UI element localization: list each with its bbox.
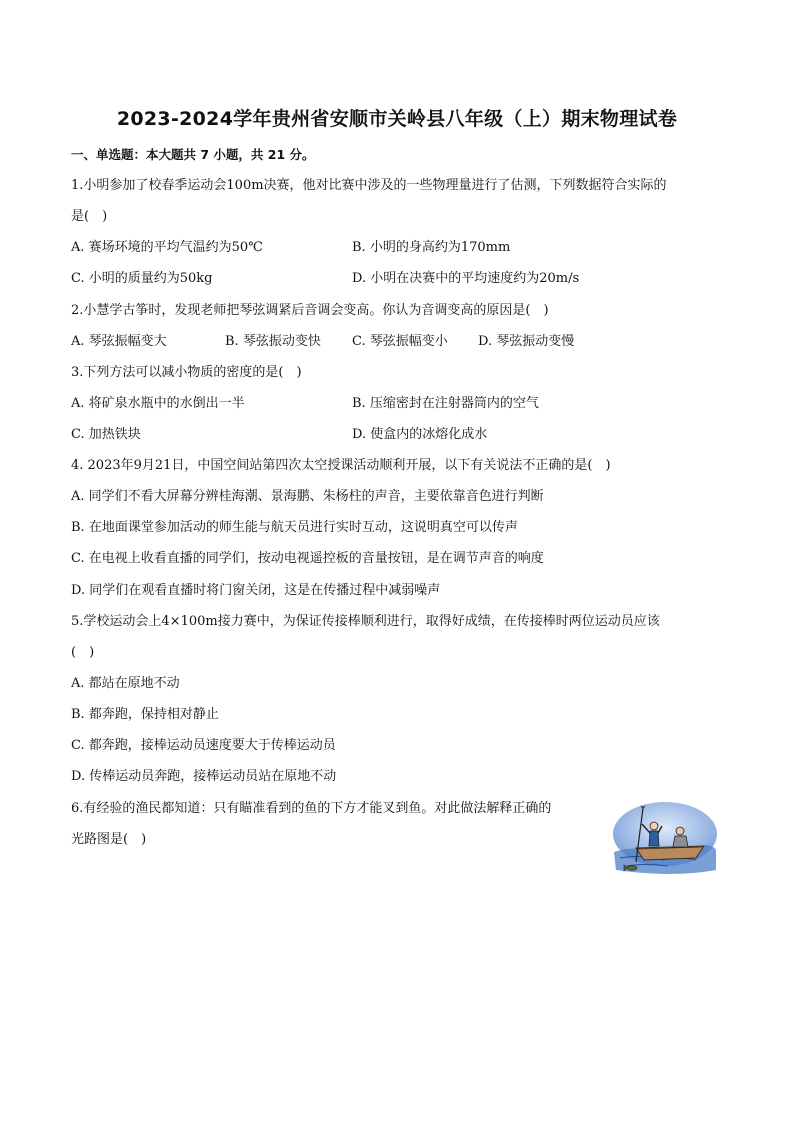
question-3-option-a: A. 将矿泉水瓶中的水倒出一半	[71, 396, 245, 411]
question-6-stem-line1: 6.有经验的渔民都知道：只有瞄准看到的鱼的下方才能叉到鱼。对此做法解释正确的	[71, 801, 552, 816]
question-1-option-d: D. 小明在决赛中的平均速度约为20m/s	[352, 271, 580, 286]
question-1-stem-line2: 是( )	[71, 209, 108, 224]
question-3-option-b: B. 压缩密封在注射器筒内的空气	[352, 396, 539, 411]
question-2-option-b: B. 琴弦振动变快	[225, 334, 321, 349]
question-1-stem-line1: 1.小明参加了校春季运动会100m决赛，他对比赛中涉及的一些物理量进行了估测，下列数据符合实际的	[71, 178, 667, 193]
question-2-option-d: D. 琴弦振动变慢	[478, 334, 575, 349]
question-2-option-a: A. 琴弦振幅变大	[71, 334, 167, 349]
section-heading: 一、单选题：本大题共 7 小题，共 21 分。	[71, 147, 315, 162]
question-5-stem-line1: 5.学校运动会上4×100m接力赛中，为保证传接棒顺利进行，取得好成绩，在传接棒时两位运动员应该	[71, 614, 660, 629]
question-3-stem: 3.下列方法可以减小物质的密度的是( )	[71, 365, 302, 380]
question-4-option-d: D. 同学们在观看直播时将门窗关闭，这是在传播过程中减弱噪声	[71, 583, 441, 598]
fisherman-boat-illustration	[612, 800, 718, 878]
question-5-stem-line2: ( )	[71, 645, 95, 660]
question-1-option-a: A. 赛场环境的平均气温约为50℃	[71, 240, 263, 255]
question-6-stem-line2: 光路图是( )	[71, 832, 147, 847]
exam-title: 2023-2024学年贵州省安顺市关岭县八年级（上）期末物理试卷	[116, 108, 678, 130]
question-4-option-b: B. 在地面课堂参加活动的师生能与航天员进行实时互动，这说明真空可以传声	[71, 520, 518, 535]
question-4-option-c: C. 在电视上收看直播的同学们，按动电视遥控板的音量按钮，是在调节声音的响度	[71, 551, 544, 566]
question-5-option-b: B. 都奔跑，保持相对静止	[71, 707, 219, 722]
question-1-option-c: C. 小明的质量约为50kg	[71, 271, 213, 286]
question-4-stem: 4. 2023年9月21日，中国空间站第四次太空授课活动顺利开展，以下有关说法不正确的是( )	[71, 458, 611, 473]
question-2-option-c: C. 琴弦振幅变小	[352, 334, 448, 349]
question-5-option-c: C. 都奔跑，接棒运动员速度要大于传棒运动员	[71, 738, 336, 753]
question-5-option-a: A. 都站在原地不动	[71, 676, 180, 691]
question-5-option-d: D. 传棒运动员奔跑，接棒运动员站在原地不动	[71, 769, 337, 784]
question-1-option-b: B. 小明的身高约为170mm	[352, 240, 511, 255]
question-2-stem: 2.小慧学古筝时，发现老师把琴弦调紧后音调会变高。你认为音调变高的原因是( )	[71, 303, 549, 318]
question-3-option-c: C. 加热铁块	[71, 427, 141, 442]
question-3-option-d: D. 使盒内的冰熔化成水	[352, 427, 488, 442]
question-4-option-a: A. 同学们不看大屏幕分辨桂海潮、景海鹏、朱杨柱的声音，主要依靠音色进行判断	[71, 489, 544, 504]
